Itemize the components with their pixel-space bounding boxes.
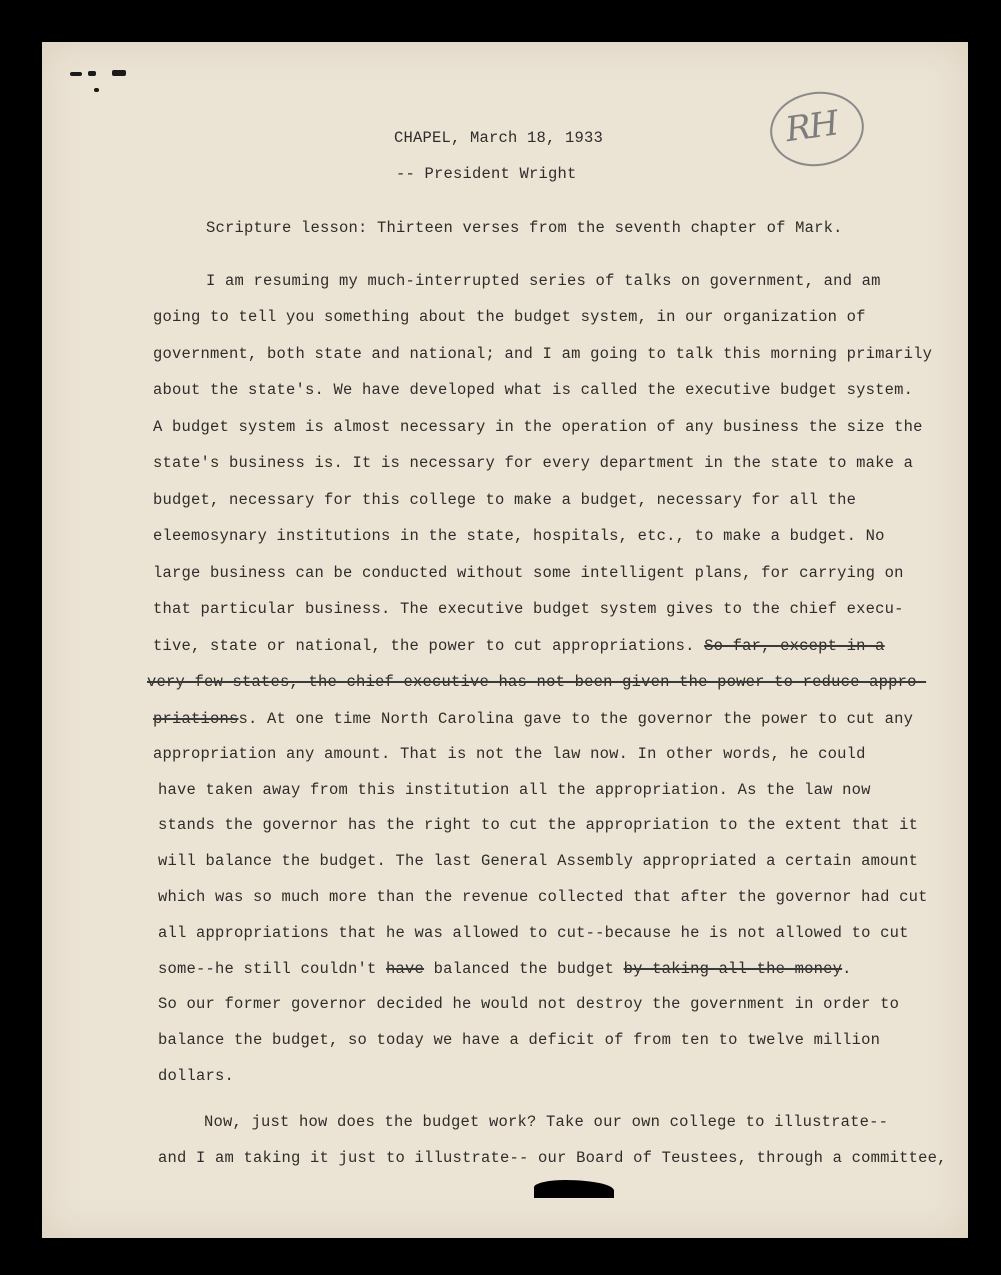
line-text: will balance the budget. The last General Assembly appropriated a certain amount [158,852,919,870]
line-text: balanced the budget [424,960,624,978]
body-line [158,1066,234,1086]
body-line [153,417,923,437]
body-line [153,526,885,546]
body-line [153,709,913,729]
ink-mark [88,71,96,76]
body-line [158,1148,947,1168]
typewritten-page [42,42,968,1238]
line-text: stands the governor has the right to cut the appropriation to the extent that it [158,816,919,834]
line-text: balance the budget, so today we have a deficit of from ten to twelve million [158,1031,881,1049]
line-text: government, both state and national; and I am going to talk this morning primarily [153,345,933,363]
body-line [153,490,856,510]
line-text: . [842,960,852,978]
line-text: So our former governor decided he would not destroy the government in order to [158,995,900,1013]
line-text: budget, necessary for this college to make a budget, necessary for all the [153,491,857,509]
body-line [153,307,866,327]
body-line [204,1112,888,1132]
body-line [158,815,918,835]
body-line [153,344,932,364]
line-text: s. At one time North Carolina gave to the governor the power to cut any [238,710,914,728]
struck-text: by taking all the money [623,960,843,978]
ink-mark [70,72,82,76]
line-text: large business can be conducted without some intelligent plans, for carrying on [153,564,904,582]
body-line [153,453,913,473]
struck-text: priations [153,710,239,728]
document-byline: -- President Wright [396,165,577,183]
body-line [147,672,926,692]
body-line [158,959,852,979]
line-text: all appropriations that he was allowed to cut--because he is not allowed to cut [158,924,909,942]
struck-text: have [386,960,425,978]
line-text: tive, state or national, the power to cut appropriations. [153,637,705,655]
line-text: dollars. [158,1067,235,1085]
line-text: which was so much more than the revenue collected that after the governor had cut [158,888,928,906]
line-text: state's business is. It is necessary for every department in the state to make a [153,454,914,472]
body-line [153,599,904,619]
struck-text: So far, except in a [704,637,885,655]
initials-text: RH [783,103,840,151]
body-line [158,851,918,871]
document-title: CHAPEL, March 18, 1933 [394,129,604,147]
line-text: I am resuming my much-interrupted series of talks on government, and am [206,272,881,290]
body-line [153,744,866,764]
line-text: A budget system is almost necessary in the operation of any business the size the [153,418,923,436]
body-line [158,887,928,907]
ink-mark [112,70,126,76]
line-text: and I am taking it just to illustrate-- our Board of Teustees, through a committee, [158,1149,947,1167]
line-text: about the state's. We have developed what is called the executive budget system. [153,381,914,399]
body-line [206,271,881,291]
body-line [158,1030,880,1050]
body-line [158,923,909,943]
line-text: have taken away from this institution all the appropriation. As the law now [158,781,871,799]
scripture-line: Scripture lesson: Thirteen verses from the seventh chapter of Mark. [206,219,843,237]
ink-mark [94,88,99,92]
line-text: Now, just how does the budget work? Take our own college to illustrate-- [204,1113,889,1131]
body-line [158,994,899,1014]
body-line [153,380,913,400]
body-line [153,636,885,656]
line-text: some--he still couldn't [158,960,387,978]
handwritten-initials-stamp [765,86,868,172]
line-text: that particular business. The executive budget system gives to the chief execu- [153,600,904,618]
struck-text: very few states, the chief executive has not been given the power to reduce appro- [147,673,927,691]
line-text: appropriation any amount. That is not the law now. In other words, he could [153,745,866,763]
paper-tear [534,1180,614,1198]
line-text: eleemosynary institutions in the state, hospitals, etc., to make a budget. No [153,527,885,545]
body-line [158,780,871,800]
body-line [153,563,904,583]
line-text: going to tell you something about the budget system, in our organization of [153,308,866,326]
